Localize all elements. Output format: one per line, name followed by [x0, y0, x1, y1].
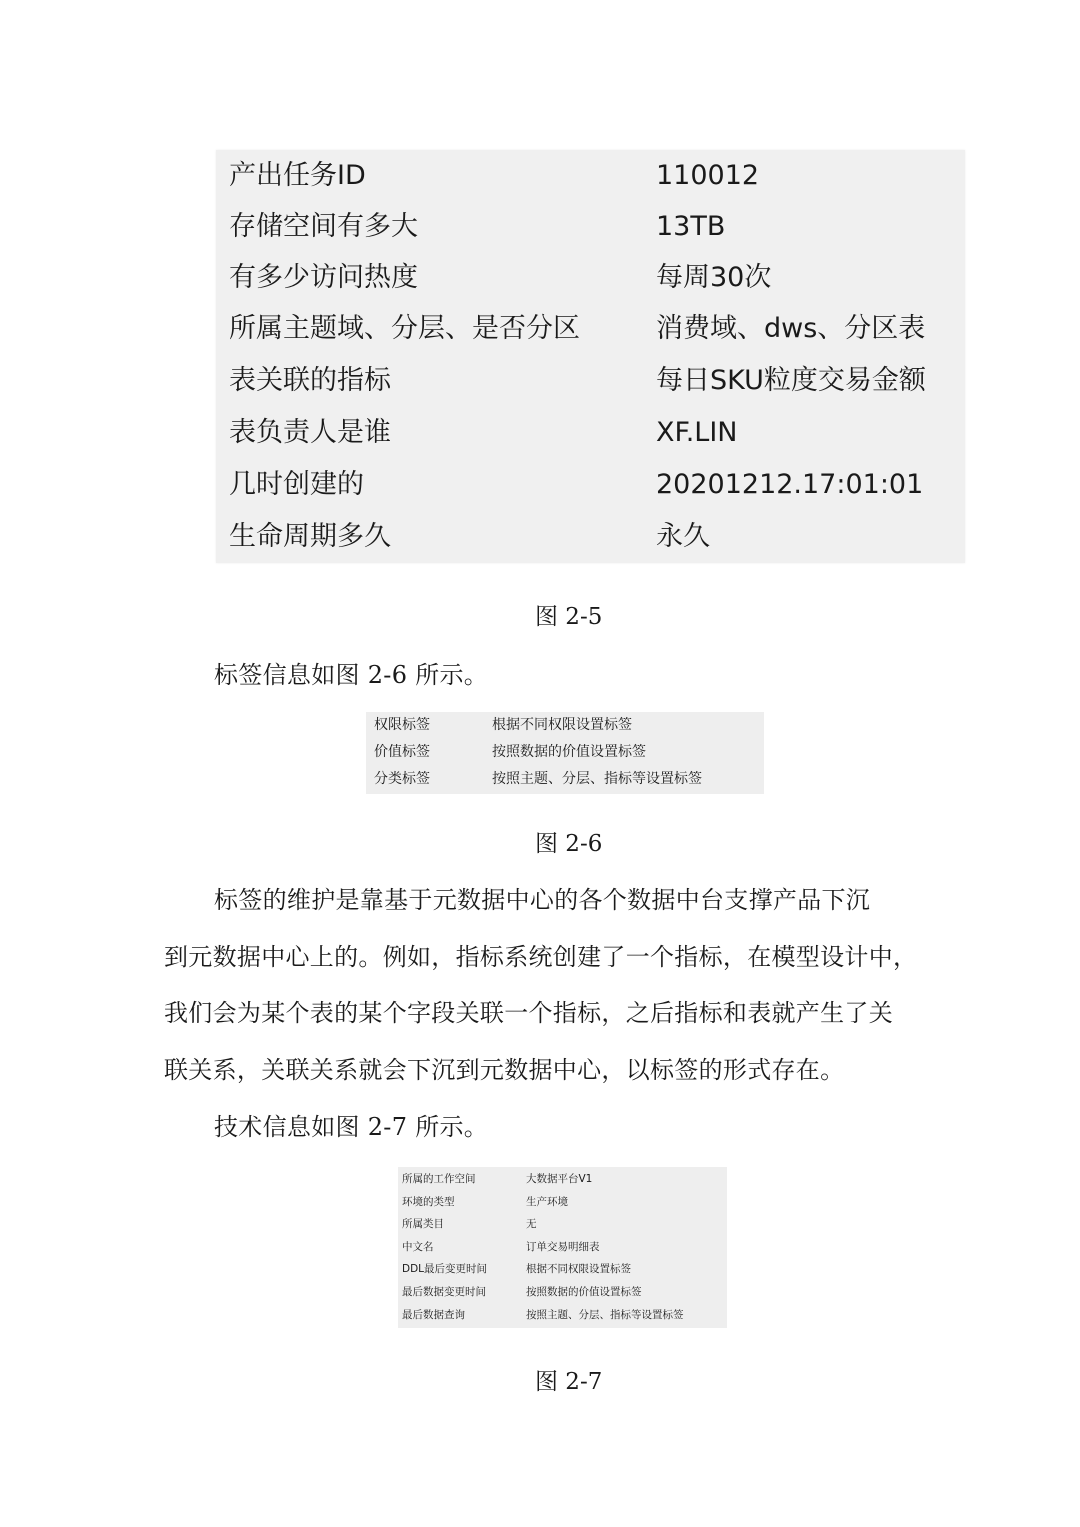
row-key: 分类标签 — [374, 771, 430, 787]
table-row — [216, 201, 965, 253]
intro-text-2-7: 技术信息如图 2-7 所示。 — [214, 1113, 489, 1141]
row-key: 表关联的指标 — [229, 365, 391, 396]
row-value: 订单交易明细表 — [526, 1240, 600, 1253]
paragraph-line: 标签的维护是靠基于元数据中心的各个数据中台支撑产品下沉 — [214, 886, 871, 914]
row-key: 产出任务ID — [229, 160, 366, 191]
row-key: 几时创建的 — [229, 469, 364, 500]
row-key: 所属的工作空间 — [402, 1173, 476, 1185]
figure-caption-2-6: 图 2-6 — [535, 831, 603, 857]
row-key: 环境的类型 — [402, 1195, 455, 1208]
table-row — [216, 150, 965, 202]
table-row — [216, 303, 965, 355]
table-row — [216, 511, 965, 563]
table-row — [216, 355, 965, 407]
row-value: 按照主题、分层、指标等设置标签 — [526, 1308, 684, 1321]
row-value: 无 — [526, 1218, 537, 1231]
metadata-table-2-5 — [216, 150, 965, 563]
row-key: 表负责人是谁 — [229, 417, 391, 448]
row-value: 根据不同权限设置标签 — [492, 717, 632, 733]
table-row — [366, 712, 764, 739]
row-key: 权限标签 — [374, 717, 430, 733]
row-key: 价值标签 — [374, 744, 430, 760]
tech-info-table-2-7 — [398, 1167, 727, 1328]
table-row — [366, 766, 764, 793]
paragraph-line: 我们会为某个表的某个字段关联一个指标，之后指标和表就产生了关 — [164, 999, 893, 1027]
row-value: 大数据平台V1 — [526, 1173, 593, 1185]
table-row — [398, 1281, 727, 1304]
row-value: 13TB — [656, 211, 726, 242]
row-key: 最后数据查询 — [402, 1308, 465, 1321]
row-value: 按照数据的价值设置标签 — [492, 744, 646, 760]
row-value: 按照主题、分层、指标等设置标签 — [492, 771, 702, 787]
row-value: 根据不同权限设置标签 — [526, 1263, 631, 1276]
row-value: 永久 — [656, 521, 710, 552]
row-key: DDL最后变更时间 — [402, 1263, 488, 1276]
row-value: XF.LIN — [656, 417, 738, 448]
row-value: 消费域、dws、分区表 — [656, 313, 926, 344]
table-row — [398, 1258, 727, 1281]
row-value: 20201212.17:01:01 — [656, 469, 924, 500]
row-value: 每周30次 — [656, 262, 772, 293]
figure-caption-2-7: 图 2-7 — [535, 1369, 603, 1395]
table-row — [216, 459, 965, 511]
tag-table-2-6 — [366, 712, 764, 794]
table-row — [216, 252, 965, 304]
row-key: 所属主题域、分层、是否分区 — [229, 313, 580, 344]
row-value: 按照数据的价值设置标签 — [526, 1286, 642, 1298]
paragraph-line: 到元数据中心上的。例如，指标系统创建了一个指标，在模型设计中， — [164, 943, 918, 971]
row-value: 每日SKU粒度交易金额 — [656, 365, 926, 396]
table-row — [366, 739, 764, 766]
row-key: 最后数据变更时间 — [402, 1286, 486, 1298]
row-key: 中文名 — [402, 1240, 434, 1253]
row-key: 所属类目 — [402, 1218, 444, 1231]
table-row — [398, 1168, 727, 1191]
table-row — [398, 1213, 727, 1236]
paragraph-line: 联关系，关联关系就会下沉到元数据中心，以标签的形式存在。 — [164, 1056, 845, 1084]
figure-caption-2-5: 图 2-5 — [535, 604, 603, 630]
intro-text-2-6: 标签信息如图 2-6 所示。 — [214, 661, 489, 689]
table-row — [398, 1191, 727, 1214]
table-row — [398, 1236, 727, 1259]
table-row — [398, 1304, 727, 1327]
row-key: 生命周期多久 — [229, 521, 391, 552]
row-key: 存储空间有多大 — [229, 211, 418, 242]
row-key: 有多少访问热度 — [229, 262, 418, 293]
table-row — [216, 407, 965, 459]
row-value: 生产环境 — [526, 1195, 568, 1208]
row-value: 110012 — [656, 160, 760, 191]
